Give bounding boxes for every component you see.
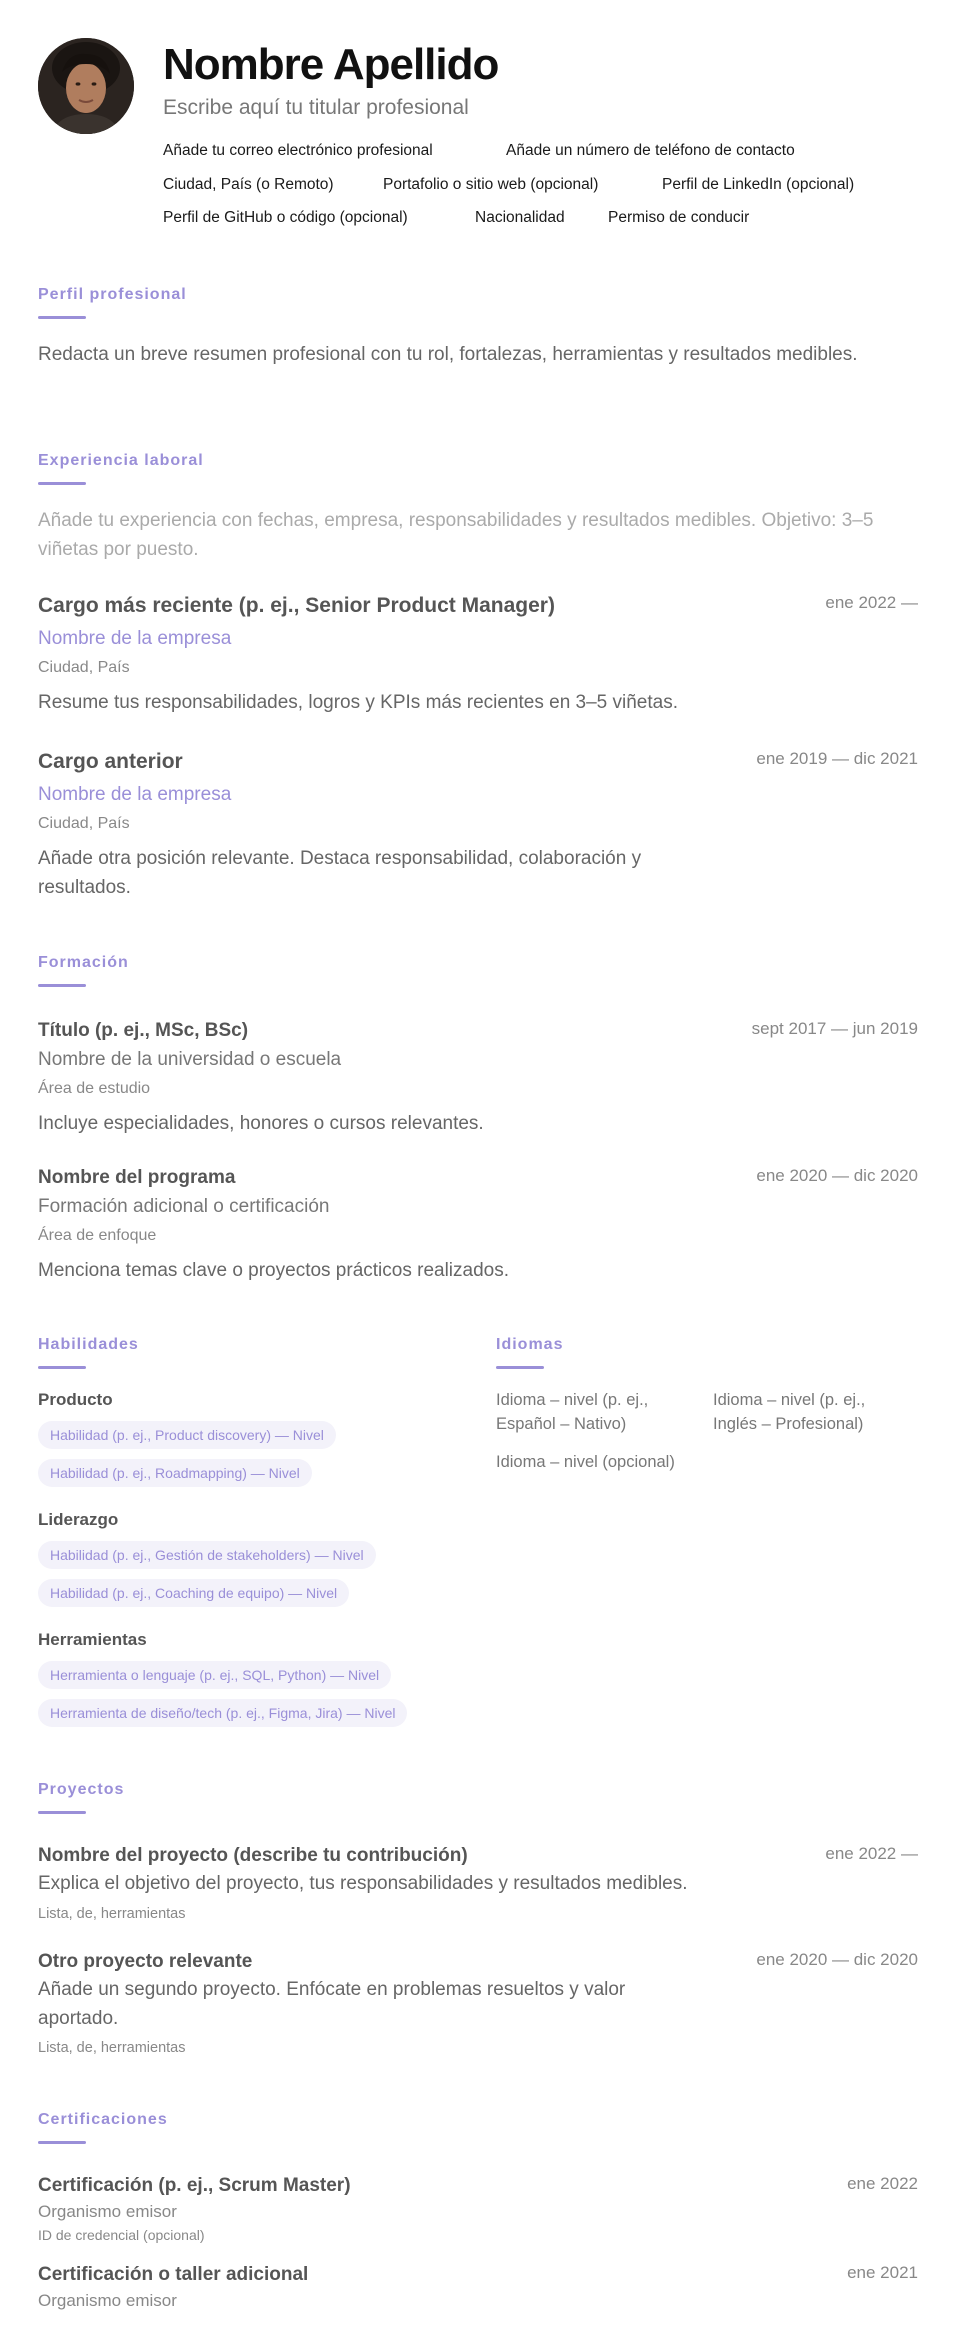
section-divider xyxy=(38,316,86,319)
experience-company: Nombre de la empresa xyxy=(38,628,232,649)
project-description: Añade un segundo proyecto. Enfócate en problemas resueltos y valor aportado. xyxy=(38,1979,626,2029)
education-school: Nombre de la universidad o escuela xyxy=(38,1049,342,1070)
contact-nationality: Nacionalidad xyxy=(475,209,565,226)
education-field: Área de enfoque xyxy=(38,1227,157,1244)
section-divider xyxy=(38,984,86,987)
project-name: Otro proyecto relevante xyxy=(38,1951,253,1972)
professional-headline: Escribe aquí tu titular profesional xyxy=(163,96,469,119)
experience-role: Cargo anterior xyxy=(38,750,183,773)
profile-photo xyxy=(38,38,134,134)
profile-summary: Redacta un breve resumen profesional con tu rol, fortalezas, herramientas y resultados medibles. xyxy=(38,344,858,365)
skill-group-title: Producto xyxy=(38,1390,113,1409)
section-divider xyxy=(496,1366,544,1369)
skill-chip: Habilidad (p. ej., Coaching de equipo) — Nivel xyxy=(38,1579,349,1607)
certification-date: ene 2021 xyxy=(847,2263,918,2282)
experience-date: ene 2022 — xyxy=(825,593,918,612)
experience-description: Resume tus responsabilidades, logros y KPIs más recientes en 3–5 viñetas. xyxy=(38,692,678,713)
avatar xyxy=(38,38,134,134)
contact-github[interactable]: Perfil de GitHub o código (opcional) xyxy=(163,209,408,226)
project-tools: Lista, de, herramientas xyxy=(38,2040,186,2056)
project-description: Explica el objetivo del proyecto, tus responsabilidades y resultados medibles. xyxy=(38,1873,688,1894)
project-name: Nombre del proyecto (describe tu contribución) xyxy=(38,1845,468,1866)
experience-intro: Añade tu experiencia con fechas, empresa, responsabilidades y resultados medibles. Objetivo: 3–5 viñetas por puesto. xyxy=(38,510,874,560)
contact-location: Ciudad, País (o Remoto) xyxy=(163,176,334,193)
project-date: ene 2020 — dic 2020 xyxy=(756,1950,918,1969)
contact-email[interactable]: Añade tu correo electrónico profesional xyxy=(163,142,433,159)
experience-description: Añade otra posición relevante. Destaca responsabilidad, colaboración y resultados. xyxy=(38,848,642,898)
section-title-certifications: Certificaciones xyxy=(38,2111,168,2128)
certification-name: Certificación (p. ej., Scrum Master) xyxy=(38,2175,351,2196)
skill-chip: Habilidad (p. ej., Gestión de stakeholders) — Nivel xyxy=(38,1541,376,1569)
language-item: Idioma – nivel (opcional) xyxy=(496,1453,675,1471)
skill-chip: Herramienta de diseño/tech (p. ej., Figma, Jira) — Nivel xyxy=(38,1699,407,1727)
skill-group-title: Herramientas xyxy=(38,1630,147,1649)
education-degree: Nombre del programa xyxy=(38,1167,236,1188)
skill-chip: Habilidad (p. ej., Roadmapping) — Nivel xyxy=(38,1459,312,1487)
section-title-education: Formación xyxy=(38,954,129,971)
section-title-projects: Proyectos xyxy=(38,1781,125,1798)
skill-chip: Habilidad (p. ej., Product discovery) — Nivel xyxy=(38,1421,336,1449)
section-title-experience: Experiencia laboral xyxy=(38,452,204,469)
education-description: Menciona temas clave o proyectos prácticos realizados. xyxy=(38,1260,510,1281)
experience-location: Ciudad, País xyxy=(38,659,130,676)
education-date: ene 2020 — dic 2020 xyxy=(756,1166,918,1185)
section-divider xyxy=(38,1811,86,1814)
education-field: Área de estudio xyxy=(38,1080,151,1097)
project-tools: Lista, de, herramientas xyxy=(38,1906,186,1922)
contact-phone[interactable]: Añade un número de teléfono de contacto xyxy=(506,142,795,159)
certification-issuer: Organismo emisor xyxy=(38,2202,177,2221)
contact-portfolio[interactable]: Portafolio o sitio web (opcional) xyxy=(383,176,599,193)
education-date: sept 2017 — jun 2019 xyxy=(751,1019,918,1038)
experience-date: ene 2019 — dic 2021 xyxy=(756,749,918,768)
contact-linkedin[interactable]: Perfil de LinkedIn (opcional) xyxy=(662,176,855,193)
section-divider xyxy=(38,1366,86,1369)
skill-group-title: Liderazgo xyxy=(38,1510,119,1529)
full-name: Nombre Apellido xyxy=(163,40,499,89)
section-divider xyxy=(38,2141,86,2144)
education-description: Incluye especialidades, honores o cursos relevantes. xyxy=(38,1113,484,1134)
section-title-profile: Perfil profesional xyxy=(38,286,187,303)
language-item: Idioma – nivel (p. ej., Español – Nativo) xyxy=(496,1391,649,1433)
section-title-skills: Habilidades xyxy=(38,1336,139,1353)
education-degree: Título (p. ej., MSc, BSc) xyxy=(38,1020,249,1041)
experience-company: Nombre de la empresa xyxy=(38,784,232,805)
section-title-languages: Idiomas xyxy=(496,1336,564,1353)
certification-date: ene 2022 xyxy=(847,2174,918,2193)
project-date: ene 2022 — xyxy=(825,1844,918,1863)
contact-driving-license: Permiso de conducir xyxy=(608,209,750,226)
section-divider xyxy=(38,482,86,485)
skill-chip: Herramienta o lenguaje (p. ej., SQL, Python) — Nivel xyxy=(38,1661,391,1689)
experience-location: Ciudad, País xyxy=(38,815,130,832)
education-school: Formación adicional o certificación xyxy=(38,1196,330,1217)
certification-name: Certificación o taller adicional xyxy=(38,2264,309,2285)
certification-issuer: Organismo emisor xyxy=(38,2291,177,2310)
certification-credential: ID de credencial (opcional) xyxy=(38,2227,205,2243)
experience-role: Cargo más reciente (p. ej., Senior Product Manager) xyxy=(38,594,555,617)
language-item: Idioma – nivel (p. ej., Inglés – Profesional) xyxy=(713,1391,866,1433)
